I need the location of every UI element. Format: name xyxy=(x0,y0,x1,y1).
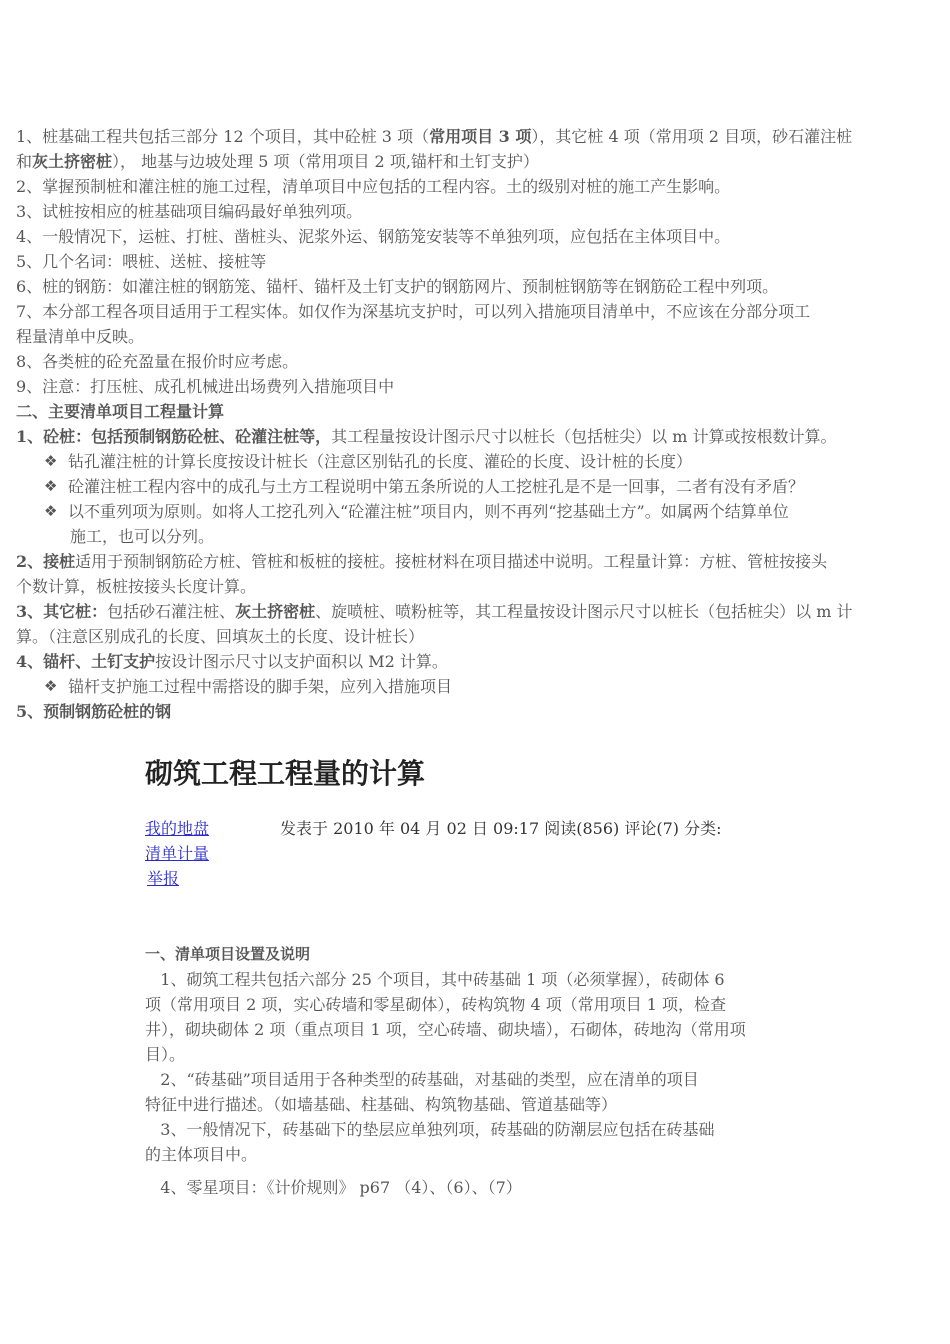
bullet-1: ❖ 钻孔灌注桩的计算长度按设计桩长（注意区别钻孔的长度、灌砼的长度、设计桩的长度） xyxy=(16,449,946,474)
article-title: 砌筑工程工程量的计算 xyxy=(145,757,426,790)
bullet-3-cont: 施工，也可以分列。 xyxy=(70,527,215,546)
para-5: 5、几个名词：喂桩、送桩、接桩等 xyxy=(16,252,267,271)
post-info: 发表于 2010 年 04 月 02 日 09:17 阅读(856) 评论(7) 分类: xyxy=(280,819,722,838)
section-line: 4、零星项目：《计价规则》 p67 （4）、（6）、（7） xyxy=(160,1178,522,1197)
article-meta xyxy=(145,816,825,891)
section-heading: 一、清单项目设置及说明 xyxy=(145,945,311,963)
bullet-3: ❖ 以不重列项为原则。如将人工挖孔列入“砼灌注桩”项目内，则不再列“挖基础土方”。如属两个结算单位 xyxy=(16,499,946,524)
section-line: 井），砌块砌体 2 项（重点项目 1 项，空心砖墙、砌块墙），石砌体，砖地沟（常用项 xyxy=(145,1020,746,1039)
item-4: 4、锚杆、土钉支护按设计图示尺寸以支护面积以 M2 计算。 xyxy=(16,652,448,671)
my-site-link[interactable]: 我的地盘 xyxy=(145,819,210,838)
diamond-bullet-icon: ❖ xyxy=(44,477,58,495)
report-link[interactable]: 举报 xyxy=(147,869,180,888)
para-6: 6、桩的钢筋：如灌注桩的钢筋笼、锚杆、锚杆及土钉支护的钢筋网片、预制桩钢筋等在钢筋砼工程中列项。 xyxy=(16,277,779,296)
item-3-cont: 算。（注意区别成孔的长度、回填灰土的长度、设计桩长） xyxy=(16,627,425,646)
section-line: 特征中进行描述。（如墙基础、柱基础、构筑物基础、管道基础等） xyxy=(145,1095,618,1114)
section-line: 项（常用项目 2 项，实心砖墙和零星砌体），砖构筑物 4 项（常用项目 1 项，检查 xyxy=(145,995,727,1014)
section-line: 3、一般情况下，砖基础下的垫层应单独列项，砖基础的防潮层应包括在砖基础 xyxy=(160,1120,715,1139)
item-5: 5、预制钢筋砼桩的钢 xyxy=(16,702,172,721)
item-2: 2、接桩适用于预制钢筋砼方桩、管桩和板桩的接桩。接桩材料在项目描述中说明。工程量计算：方桩、管桩按接头 xyxy=(16,552,828,571)
para-7-cont: 程量清单中反映。 xyxy=(16,327,145,346)
diamond-bullet-icon: ❖ xyxy=(44,452,58,470)
section-line: 1、砌筑工程共包括六部分 25 个项目，其中砖基础 1 项（必须掌握），砖砌体 6 xyxy=(160,970,725,989)
section-line: 的主体项目中。 xyxy=(145,1145,258,1164)
item-1: 1、砼桩：包括预制钢筋砼桩、砼灌注桩等，其工程量按设计图示尺寸以桩长（包括桩尖）以 m 计算或按根数计算。 xyxy=(16,427,837,446)
para-1: 1、桩基础工程共包括三部分 12 个项目，其中砼桩 3 项（常用项目 3 项），其它桩 4 项（常用项 2 目项，砂石灌注桩 xyxy=(16,127,853,146)
item-2-cont: 个数计算，板桩按接头长度计算。 xyxy=(16,577,257,596)
bullet-4: ❖ 锚杆支护施工过程中需搭设的脚手架，应列入措施项目 xyxy=(16,674,946,699)
diamond-bullet-icon: ❖ xyxy=(44,502,58,520)
para-4: 4、一般情况下，运桩、打桩、凿桩头、泥浆外运、钢筋笼安装等不单独列项，应包括在主体项目中。 xyxy=(16,227,731,246)
section-line: 2、“砖基础”项目适用于各种类型的砖基础，对基础的类型，应在清单的项目 xyxy=(160,1070,699,1089)
top-content xyxy=(16,124,946,724)
bullet-2: ❖ 砼灌注桩工程内容中的成孔与土方工程说明中第五条所说的人工挖桩孔是不是一回事，二者有没有矛盾？ xyxy=(16,474,946,499)
para-8: 8、各类桩的砼充盈量在报价时应考虑。 xyxy=(16,352,299,371)
para-2: 2、掌握预制桩和灌注桩的施工过程，清单项目中应包括的工程内容。土的级别对桩的施工产生影响。 xyxy=(16,177,731,196)
item-3: 3、其它桩：包括砂石灌注桩、灰土挤密桩、旋喷桩、喷粉桩等，其工程量按设计图示尺寸以桩长（包括桩尖）以 m 计 xyxy=(16,602,853,621)
para-7: 7、本分部工程各项目适用于工程实体。如仅作为深基坑支护时，可以列入措施项目清单中，不应该在分部分项工 xyxy=(16,302,811,321)
heading-2: 二、主要清单项目工程量计算 xyxy=(16,402,225,421)
category-link[interactable]: 清单计量 xyxy=(145,844,210,863)
section-content xyxy=(145,942,810,1200)
para-3: 3、试桩按相应的桩基础项目编码最好单独列项。 xyxy=(16,202,363,221)
section-line: 目）。 xyxy=(145,1045,186,1064)
para-9: 9、注意：打压桩、成孔机械进出场费列入措施项目中 xyxy=(16,377,395,396)
para-1-cont: 和灰土挤密桩）， 地基与边坡处理 5 项（常用项目 2 项,锚杆和土钉支护） xyxy=(16,152,539,171)
diamond-bullet-icon: ❖ xyxy=(44,677,58,695)
